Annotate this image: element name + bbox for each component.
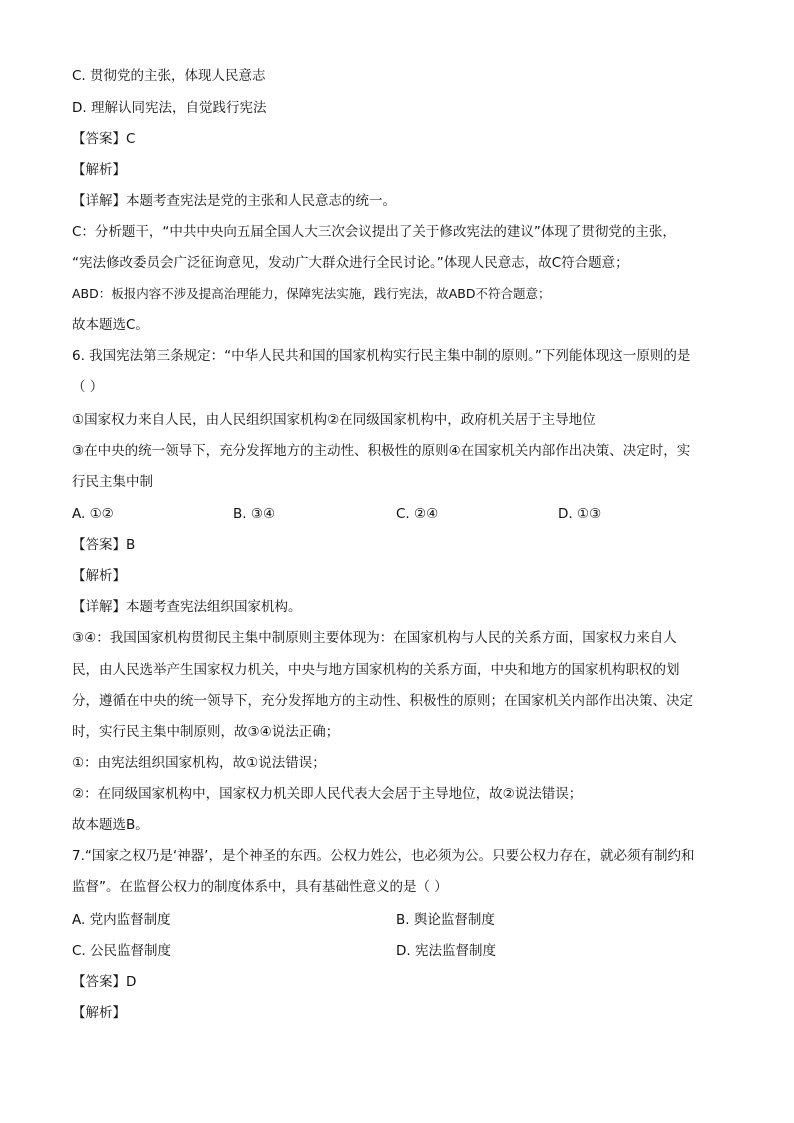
q7-option-b: B. 舆论监督制度 (396, 912, 495, 928)
analysis-label: 【解析】 (72, 1005, 126, 1021)
conclusion-line: 故本题选C。 (72, 317, 149, 333)
question-7-stem: 监督”。在监督公权力的制度体系中，具有基础性意义的是（ ） (72, 879, 448, 895)
answer-label: 【答案】C (72, 131, 136, 147)
explanation-line: “宪法修改委员会广泛征询意见，发动广大群众进行全民讨论。”体现人民意志，故C符合题意； (72, 255, 629, 271)
answer-label: 【答案】B (72, 537, 136, 553)
q6-option-d: D. ①③ (558, 506, 602, 522)
question-6-stem: 6. 我国宪法第三条规定：“中华人民共和国的国家机构实行民主集中制的原则。”下列能体现这一原则的是 (72, 348, 691, 364)
q7-option-d: D. 宪法监督制度 (396, 943, 496, 959)
explanation-line: C：分析题干，“中共中央向五届全国人大三次会议提出了关于修改宪法的建议”体现了贯彻党的主张， (72, 224, 676, 240)
q6-option-c: C. ②④ (396, 506, 439, 522)
question-6-blank: （ ） (72, 379, 104, 395)
q7-option-a: A. 党内监督制度 (72, 912, 171, 928)
conclusion-line: 故本题选B。 (72, 817, 149, 833)
explanation-line: ②：在同级国家机构中，国家权力机关即人民代表大会居于主导地位，故②说法错误； (72, 786, 583, 802)
question-6-statement: 行民主集中制 (72, 474, 153, 490)
q6-option-b: B. ③④ (233, 506, 276, 522)
q6-option-a: A. ①② (72, 506, 114, 522)
answer-label: 【答案】D (72, 974, 137, 990)
analysis-label: 【解析】 (72, 162, 126, 178)
analysis-label: 【解析】 (72, 568, 126, 584)
question-6-statement: ③在中央的统一领导下，充分发挥地方的主动性、积极性的原则④在国家机关内部作出决策、决定时，实 (72, 443, 691, 459)
question-6-statement: ①国家权力来自人民，由人民组织国家机构②在同级国家机构中，政府机关居于主导地位 (72, 412, 596, 428)
explanation-line: 时，实行民主集中制原则，故③④说法正确； (72, 724, 340, 740)
option-d-prev: D. 理解认同宪法，自觉践行宪法 (72, 100, 267, 116)
detail-line: 【详解】本题考查宪法是党的主张和人民意志的统一。 (72, 193, 396, 209)
question-7-stem: 7.“国家之权乃是‘神器’，是个神圣的东西。公权力姓公，也必须为公。只要公权力存在，就必须有制约和 (72, 848, 695, 864)
explanation-line: ①：由宪法组织国家机构，故①说法错误； (72, 755, 326, 771)
detail-line: 【详解】本题考查宪法组织国家机构。 (72, 599, 302, 615)
explanation-line: ABD：板报内容不涉及提高治理能力，保障宪法实施，践行宪法，故ABD不符合题意； (72, 286, 551, 301)
q7-option-c: C. 公民监督制度 (72, 943, 172, 959)
option-c-prev: C. 贯彻党的主张，体现人民意志 (72, 68, 266, 84)
explanation-line: ③④：我国国家机构贯彻民主集中制原则主要体现为：在国家机构与人民的关系方面，国家权力来自人 (72, 630, 677, 646)
explanation-line: 民，由人民选举产生国家权力机关，中央与地方国家机构的关系方面，中央和地方的国家机构职权的划 (72, 662, 680, 678)
explanation-line: 分，遵循在中央的统一领导下，充分发挥地方的主动性、积极性的原则；在国家机关内部作出决策、决定 (72, 693, 693, 709)
